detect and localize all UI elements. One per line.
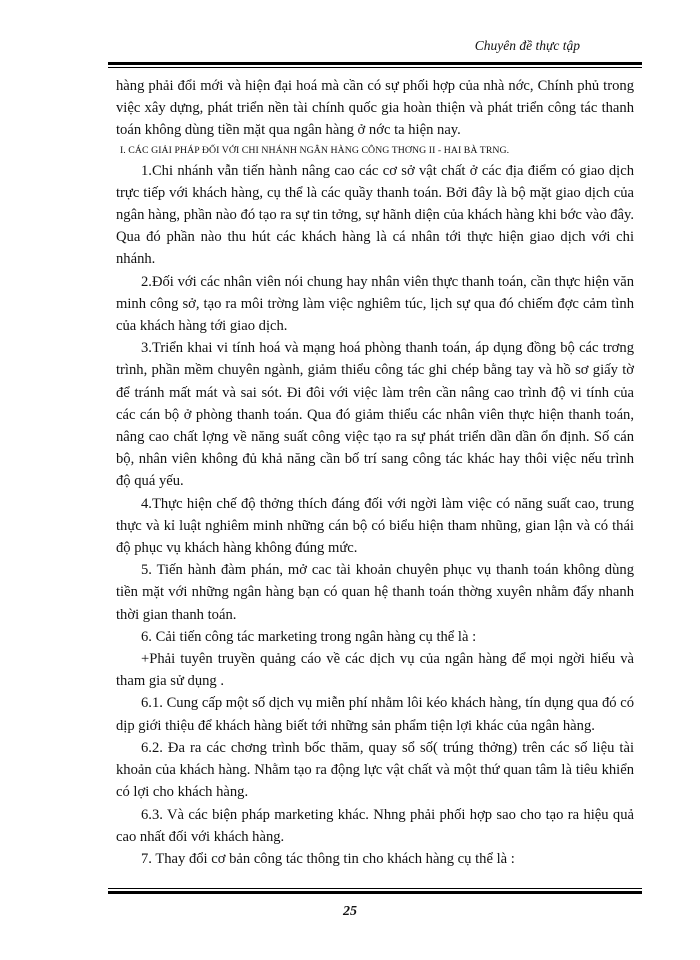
paragraph: 5. Tiến hành đàm phán, mở cac tài khoản chuyên phục vụ thanh toán không dùng tiền mặt với những ngân hàng bạn có quan hệ thanh toán thờng xuyên nhằm đẩy nhanh thời gian thanh toán.: [116, 562, 634, 623]
paragraph: 6. Cải tiến công tác marketing trong ngân hàng cụ thể là :: [141, 628, 477, 645]
paragraph: 2.Đối với các nhân viên nói chung hay nhân viên thực thanh toán, cần thực hiện văn minh công sở, tạo ra môi trờng làm việc nghiêm túc, lịch sự qua đó chiếm đợc cảm tình của khách hàng tới giao dịch.: [116, 273, 634, 335]
paragraph: 4.Thực hiện chế độ thởng thích đáng đối với ngời làm việc có năng suất cao, trung thực và kỉ luật nghiêm minh những cán bộ có biểu hiện tham nhũng, gian lận và có thái độ phục vụ khách hàng không đúng mức.: [116, 495, 634, 557]
paragraph: +Phải tuyên truyền quảng cáo về các dịch vụ của ngân hàng để mọi ngời hiểu và tham gia sử dụng .: [116, 651, 634, 690]
paragraph: 6.2. Đa ra các chơng trình bốc thăm, quay sổ số( trúng thởng) trên các số liệu tài khoản của khách hàng. Nhằm tạo ra động lực vật chất và một thứ quan tâm là tiêu khiển có lợi cho khách hàng.: [116, 739, 634, 801]
paragraph: hàng phải đổi mới và hiện đại hoá mà cần có sự phối hợp của nhà nớc, Chính phủ trong việc xây dựng, phát triển nền tài chính quốc gia hoàn thiện và phát triển công tác thanh toán không dùng tiền mặt qua ngân hàng ở nớc ta hiện nay.: [116, 78, 634, 139]
paragraph: 6.1. Cung cấp một số dịch vụ miễn phí nhằm lôi kéo khách hàng, tín dụng qua đó có dịp giới thiệu để khách hàng biết tới những sản phẩm tiện lợi khác của ngân hàng.: [116, 695, 634, 734]
section-heading: I. CÁC GIẢI PHÁP ĐỐI VỚI CHI NHÁNH NGÂN HÀNG CÔNG THƠNG II - HAI BÀ TRNG.: [120, 144, 510, 156]
page-number: 25: [343, 904, 357, 919]
paragraph: 7. Thay đổi cơ bản công tác thông tin cho khách hàng cụ thể là :: [141, 850, 515, 867]
body-text: [116, 75, 634, 870]
header-title: Chuyên đề thực tập: [474, 38, 580, 53]
paragraph: 1.Chi nhánh vẫn tiến hành nâng cao các cơ sở vật chất ở các địa điểm có giao dịch trực tiếp với khách hàng, cụ thể là các quầy thanh toán. Bởi đây là bộ mặt giao dịch của ngân hàng, phần nào đó tạo ra sự tin tởng, sự hãnh diện của khách hàng khi bớc vào đây. Qua đó phần nào thu hút các khách hàng là cá nhân tới thực hiện giao dịch với chi nhánh.: [116, 162, 634, 268]
paragraph: 6.3. Và các biện pháp marketing khác. Nhng phải phối hợp sao cho tạo ra hiệu quả cao nhất đối với khách hàng.: [116, 806, 634, 845]
paragraph: 3.Triển khai vi tính hoá và mạng hoá phòng thanh toán, áp dụng đồng bộ các trơng trình, phần mềm chuyên ngành, giảm thiểu công tác ghi chép bằng tay và hồ sơ giấy tờ để tránh mất mát và sai sót. Đi đôi với việc làm trên cần nâng cao trình độ vi tính của các cán bộ ở phòng thanh toán. Qua đó giảm thiểu các nhân viên thực hiện thanh toán, nâng cao chất lợng về năng suất công việc tạo ra sự phát triển dần dần ổn định. Số cán bộ, nhân viên không đủ khả năng cần bố trí sang công tác khác hay thôi việc nếu trình độ quá yếu.: [116, 340, 634, 490]
footer-rule: [108, 888, 642, 894]
header-rule: [108, 62, 642, 68]
